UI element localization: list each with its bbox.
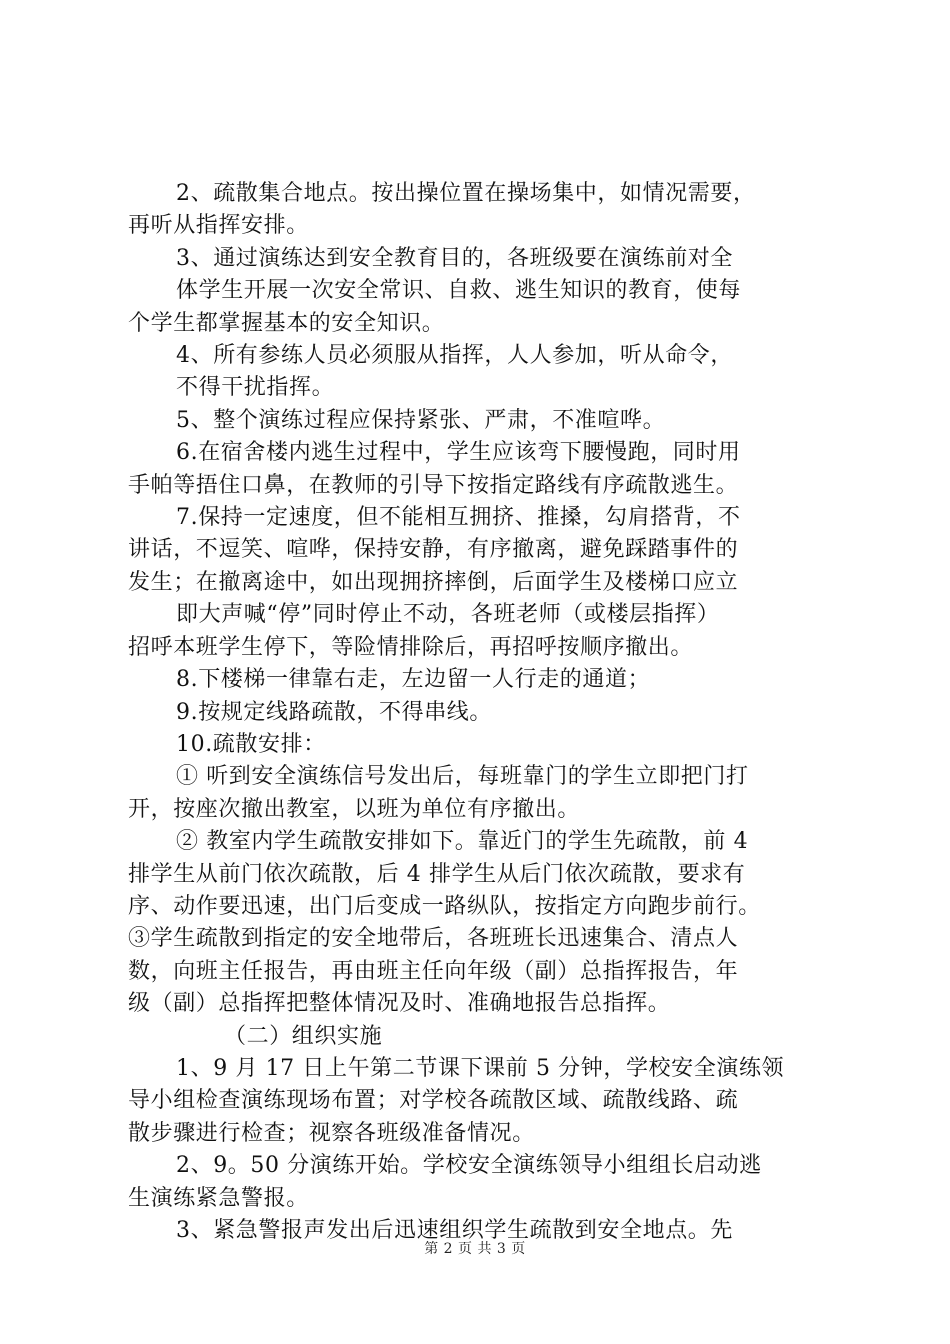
text-line: 不得干扰指挥。 <box>176 375 335 401</box>
text-line: 个学生都掌握基本的安全知识。 <box>128 310 445 336</box>
text-line: 6.在宿舍楼内逃生过程中，学生应该弯下腰慢跑，同时用 <box>176 440 741 466</box>
text-line: 数，向班主任报告，再由班主任向年级（副）总指挥报告，年 <box>128 958 739 984</box>
text-line: 手帕等捂住口鼻，在教师的引导下按指定路线有序疏散逃生。 <box>128 472 739 498</box>
text-line: ① 听到安全演练信号发出后，每班靠门的学生立即把门打 <box>176 764 749 790</box>
text-line: 2、9。50 分演练开始。学校安全演练领导小组组长启动逃 <box>176 1153 762 1179</box>
text-line: 导小组检查演练现场布置；对学校各疏散区域、疏散线路、疏 <box>128 1088 739 1114</box>
text-line: 10.疏散安排： <box>176 731 326 757</box>
text-line: 4、所有参练人员必须服从指挥，人人参加，听从命令， <box>176 343 733 369</box>
text-line: 3、紧急警报声发出后迅速组织学生疏散到安全地点。先 <box>176 1218 733 1243</box>
text-line: 即大声喊“停”同时停止不动，各班老师（或楼层指挥） <box>176 602 720 628</box>
page-number-footer: 第 2 页 共 3 页 <box>424 1241 526 1257</box>
text-line: 发生；在撤离途中，如出现拥挤摔倒，后面学生及楼梯口应立 <box>128 569 739 595</box>
text-line: 3、通过演练达到安全教育目的，各班级要在演练前对全 <box>176 245 733 271</box>
section-heading: （二）组织实施 <box>224 1023 383 1049</box>
text-line: 招呼本班学生停下，等险情排除后，再招呼按顺序撤出。 <box>128 634 694 660</box>
text-line: ② 教室内学生疏散安排如下。靠近门的学生先疏散，前 4 <box>176 829 749 855</box>
text-line: 散步骤进行检查；视察各班级准备情况。 <box>128 1120 535 1146</box>
text-line: 7.保持一定速度，但不能相互拥挤、推搡，勾肩搭背，不 <box>176 505 741 531</box>
text-line: 8.下楼梯一律靠右走，左边留一人行走的通道； <box>176 667 651 693</box>
text-line: 开，按座次撤出教室，以班为单位有序撤出。 <box>128 796 581 822</box>
text-line: 体学生开展一次安全常识、自救、逃生知识的教育，使每 <box>176 278 742 304</box>
text-line: 1、9 月 17 日上午第二节课下课前 5 分钟，学校安全演练领 <box>176 1055 785 1081</box>
text-line: 再听从指挥安排。 <box>128 213 309 239</box>
text-line: ③学生疏散到指定的安全地带后，各班班长迅速集合、清点人 <box>128 926 739 952</box>
text-line: 序、动作要迅速，出门后变成一路纵队，按指定方向跑步前行。 <box>128 893 761 919</box>
text-line: 5、整个演练过程应保持紧张、严肃，不准喧哗。 <box>176 407 666 433</box>
text-line: 级（副）总指挥把整体情况及时、准确地报告总指挥。 <box>128 991 671 1017</box>
text-line: 9.按规定线路疏散，不得串线。 <box>176 699 492 725</box>
text-line: 生演练紧急警报。 <box>128 1185 309 1211</box>
text-line: 讲话，不逗笑、喧哗，保持安静，有序撤离，避免踩踏事件的 <box>128 537 739 563</box>
text-line: 2、疏散集合地点。按出操位置在操场集中，如情况需要， <box>176 181 756 206</box>
text-line: 排学生从前门依次疏散，后 4 排学生从后门依次疏散，要求有 <box>128 861 746 887</box>
document-body <box>128 178 828 1247</box>
